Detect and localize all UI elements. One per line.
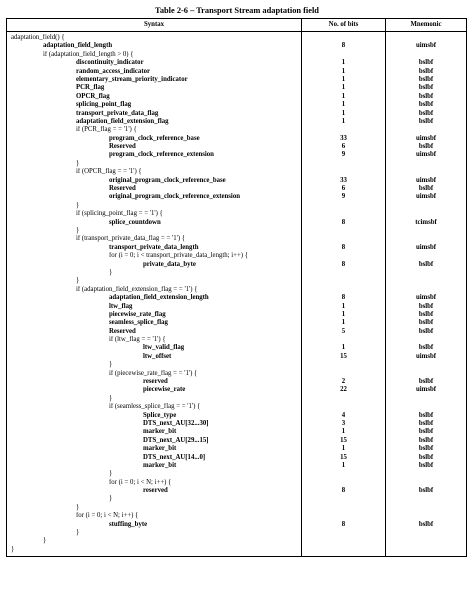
mnemonic-value: bslbf (418, 436, 434, 444)
syntax-line: } (109, 470, 113, 478)
bits-value (302, 336, 385, 344)
syntax-line: } (11, 545, 15, 553)
bits-value (302, 286, 385, 294)
mnemonic-value: uimsbf (415, 193, 437, 201)
syntax-line: original_program_clock_reference_base (109, 176, 226, 184)
bits-value: 6 (341, 185, 346, 193)
mnemonic-value: bslbf (418, 92, 434, 100)
mnemonic-column (386, 32, 467, 557)
syntax-line: ltw_offset (143, 352, 172, 360)
syntax-line: adaptation_field_length (43, 42, 113, 50)
syntax-line: for (i = 0; i < N; i++) { (76, 512, 139, 520)
mnemonic-value: bslbf (418, 419, 434, 427)
bits-value: 15 (340, 436, 347, 444)
mnemonic-value: bslbf (418, 344, 434, 352)
syntax-line: for (i = 0; i < N; i++) { (109, 478, 172, 486)
mnemonic-value: bslbf (418, 310, 434, 318)
bits-value: 6 (341, 143, 346, 151)
bits-value: 8 (341, 260, 346, 268)
bits-value (302, 546, 385, 554)
syntax-line: DTS_next_AU[29...15] (143, 436, 209, 444)
bits-value: 8 (341, 294, 346, 302)
syntax-line: original_program_clock_reference_extension (109, 193, 241, 201)
syntax-line: } (76, 159, 80, 167)
mnemonic-value: uimsbf (415, 243, 437, 251)
mnemonic-value: uimsbf (415, 42, 437, 50)
syntax-line: } (76, 529, 80, 537)
syntax-line: DTS_next_AU[14...0] (143, 453, 206, 461)
bits-value (302, 160, 385, 168)
bits-value (302, 361, 385, 369)
bits-value: 15 (340, 352, 347, 360)
bits-value (302, 252, 385, 260)
mnemonic-value (386, 512, 466, 520)
bits-value: 8 (341, 42, 346, 50)
bits-value: 1 (341, 310, 346, 318)
mnemonic-value: bslbf (418, 411, 434, 419)
mnemonic-value (386, 277, 466, 285)
mnemonic-value (386, 34, 466, 42)
mnemonic-value (386, 529, 466, 537)
mnemonic-value (386, 51, 466, 59)
mnemonic-value: bslbf (418, 327, 434, 335)
bits-value: 1 (341, 428, 346, 436)
bits-value: 1 (341, 75, 346, 83)
mnemonic-value (386, 395, 466, 403)
bits-value (302, 479, 385, 487)
syntax-line: elementary_stream_priority_indicator (76, 75, 188, 83)
mnemonic-value: bslbf (418, 84, 434, 92)
syntax-line: DTS_next_AU[32...30] (143, 419, 209, 427)
syntax-line: Splice_type (143, 411, 177, 419)
syntax-line: if (piecewise_rate_flag = = '1') { (109, 369, 198, 377)
syntax-line: if (adaptation_field_length > 0) { (43, 50, 134, 58)
bits-value: 1 (341, 319, 346, 327)
bits-value (302, 126, 385, 134)
bits-value (302, 202, 385, 210)
syntax-line: PCR_flag (76, 84, 105, 92)
mnemonic-value: bslbf (418, 143, 434, 151)
syntax-line: piecewise_rate_flag (109, 310, 166, 318)
syntax-line: Reserved (109, 185, 136, 193)
bits-value (302, 168, 385, 176)
syntax-line: stuffing_byte (109, 520, 148, 528)
bits-value (302, 51, 385, 59)
syntax-line: if (transport_private_data_flag = = '1') { (76, 235, 186, 243)
mnemonic-value: bslbf (418, 378, 434, 386)
bits-value: 1 (341, 117, 346, 125)
syntax-line: Reserved (109, 327, 136, 335)
header-mnemonic: Mnemonic (386, 19, 467, 32)
bits-value (302, 537, 385, 545)
syntax-line: Reserved (109, 143, 136, 151)
bits-value: 5 (341, 327, 346, 335)
bits-value: 1 (341, 101, 346, 109)
syntax-line: splice_countdown (109, 218, 161, 226)
bits-value: 1 (341, 445, 346, 453)
syntax-line: ltw_valid_flag (143, 344, 185, 352)
mnemonic-value (386, 336, 466, 344)
syntax-line: } (109, 394, 113, 402)
bits-value (302, 227, 385, 235)
syntax-line: discontinuity_indicator (76, 59, 144, 67)
mnemonic-value (386, 286, 466, 294)
bits-value (302, 470, 385, 478)
bits-value: 33 (340, 134, 347, 142)
syntax-line: splicing_point_flag (76, 101, 132, 109)
bits-value: 9 (341, 151, 346, 159)
mnemonic-value: bslbf (418, 117, 434, 125)
mnemonic-value (386, 546, 466, 554)
bits-value: 1 (341, 461, 346, 469)
syntax-line: reserved (143, 378, 168, 386)
mnemonic-value (386, 537, 466, 545)
mnemonic-value: uimsbf (415, 176, 437, 184)
mnemonic-value: uimsbf (415, 134, 437, 142)
bits-value: 15 (340, 453, 347, 461)
syntax-line: } (76, 201, 80, 209)
syntax-line: piecewise_rate (143, 386, 186, 394)
bits-value (302, 269, 385, 277)
mnemonic-value (386, 126, 466, 134)
mnemonic-value (386, 495, 466, 503)
mnemonic-value (386, 235, 466, 243)
mnemonic-value: uimsbf (415, 386, 437, 394)
bits-value: 1 (341, 84, 346, 92)
mnemonic-value (386, 269, 466, 277)
bits-value: 8 (341, 218, 346, 226)
mnemonic-value (386, 168, 466, 176)
bits-value: 2 (341, 378, 346, 386)
bits-value: 4 (341, 411, 346, 419)
syntax-line: } (109, 361, 113, 369)
bits-value: 1 (341, 109, 346, 117)
bits-value: 8 (341, 487, 346, 495)
mnemonic-value: bslbf (418, 67, 434, 75)
table-body-row (7, 32, 467, 557)
syntax-table (6, 18, 467, 557)
syntax-line: program_clock_reference_extension (109, 151, 214, 159)
syntax-line: if (splicing_point_flag = = '1') { (76, 210, 163, 218)
syntax-line: } (76, 503, 80, 511)
mnemonic-value: bslbf (418, 461, 434, 469)
mnemonic-value (386, 252, 466, 260)
syntax-line: transport_private_data_flag (76, 109, 159, 117)
bits-value: 1 (341, 344, 346, 352)
mnemonic-value (386, 479, 466, 487)
syntax-line: private_data_byte (143, 260, 196, 268)
mnemonic-value: tcimsbf (415, 218, 437, 226)
syntax-line: for (i = 0; i < transport_private_data_length; i++) { (109, 252, 249, 260)
mnemonic-value (386, 370, 466, 378)
bits-value (302, 395, 385, 403)
header-bits: No. of bits (302, 19, 386, 32)
syntax-line: } (109, 495, 113, 503)
bits-value: 1 (341, 92, 346, 100)
syntax-line: OPCR_flag (76, 92, 110, 100)
bits-value: 8 (341, 243, 346, 251)
syntax-column (7, 32, 302, 557)
bits-value: 22 (340, 386, 347, 394)
mnemonic-value: bslbf (418, 319, 434, 327)
mnemonic-value (386, 403, 466, 411)
mnemonic-value: bslbf (418, 101, 434, 109)
syntax-line: if (adaptation_field_extension_flag = = '1') { (76, 285, 198, 293)
syntax-line: marker_bit (143, 428, 177, 436)
mnemonic-value: bslbf (418, 487, 434, 495)
mnemonic-value: bslbf (418, 453, 434, 461)
bits-value: 3 (341, 419, 346, 427)
bits-value: 1 (341, 67, 346, 75)
syntax-line: adaptation_field_extension_length (109, 294, 209, 302)
mnemonic-value (386, 202, 466, 210)
bits-value: 8 (341, 520, 346, 528)
syntax-line: seamless_splice_flag (109, 319, 168, 327)
bits-value: 9 (341, 193, 346, 201)
mnemonic-value (386, 210, 466, 218)
syntax-line: } (43, 537, 47, 545)
syntax-line: reserved (143, 487, 168, 495)
syntax-line: } (76, 277, 80, 285)
mnemonic-value: bslbf (418, 428, 434, 436)
syntax-line: program_clock_reference_base (109, 134, 200, 142)
syntax-line: random_access_indicator (76, 67, 151, 75)
syntax-line: if (seamless_splice_flag = = '1') { (109, 403, 201, 411)
syntax-line: marker_bit (143, 445, 177, 453)
table-title: Table 2-6 – Transport Stream adaptation field (155, 6, 319, 15)
mnemonic-value: bslbf (418, 302, 434, 310)
bits-value (302, 403, 385, 411)
bits-value (302, 277, 385, 285)
mnemonic-value: bslbf (418, 75, 434, 83)
mnemonic-value: bslbf (418, 185, 434, 193)
mnemonic-value: bslbf (418, 445, 434, 453)
bits-value: 1 (341, 302, 346, 310)
mnemonic-value (386, 227, 466, 235)
bits-value (302, 34, 385, 42)
bits-column (302, 32, 386, 557)
header-syntax: Syntax (7, 19, 302, 32)
bits-value (302, 210, 385, 218)
syntax-line: marker_bit (143, 461, 177, 469)
bits-value (302, 504, 385, 512)
bits-value (302, 529, 385, 537)
mnemonic-value: uimsbf (415, 294, 437, 302)
mnemonic-value: uimsbf (415, 151, 437, 159)
mnemonic-value: bslbf (418, 260, 434, 268)
mnemonic-value (386, 160, 466, 168)
syntax-line: adaptation_field() { (11, 34, 65, 41)
mnemonic-value: bslbf (418, 59, 434, 67)
syntax-line: ltw_flag (109, 302, 133, 310)
syntax-line: if (ltw_flag = = '1') { (109, 336, 166, 344)
bits-value (302, 512, 385, 520)
bits-value (302, 235, 385, 243)
mnemonic-value (386, 361, 466, 369)
syntax-line: if (PCR_flag = = '1') { (76, 126, 137, 134)
syntax-line: } (109, 268, 113, 276)
mnemonic-value: bslbf (418, 109, 434, 117)
header-row (7, 19, 467, 32)
bits-value (302, 495, 385, 503)
mnemonic-value (386, 504, 466, 512)
syntax-line: adaptation_field_extension_flag (76, 117, 169, 125)
bits-value: 1 (341, 59, 346, 67)
syntax-line: } (76, 226, 80, 234)
bits-value (302, 370, 385, 378)
bits-value: 33 (340, 176, 347, 184)
syntax-line: transport_private_data_length (109, 243, 199, 251)
syntax-line: if (OPCR_flag = = '1') { (76, 168, 142, 176)
mnemonic-value: bslbf (418, 520, 434, 528)
mnemonic-value (386, 470, 466, 478)
mnemonic-value: uimsbf (415, 352, 437, 360)
